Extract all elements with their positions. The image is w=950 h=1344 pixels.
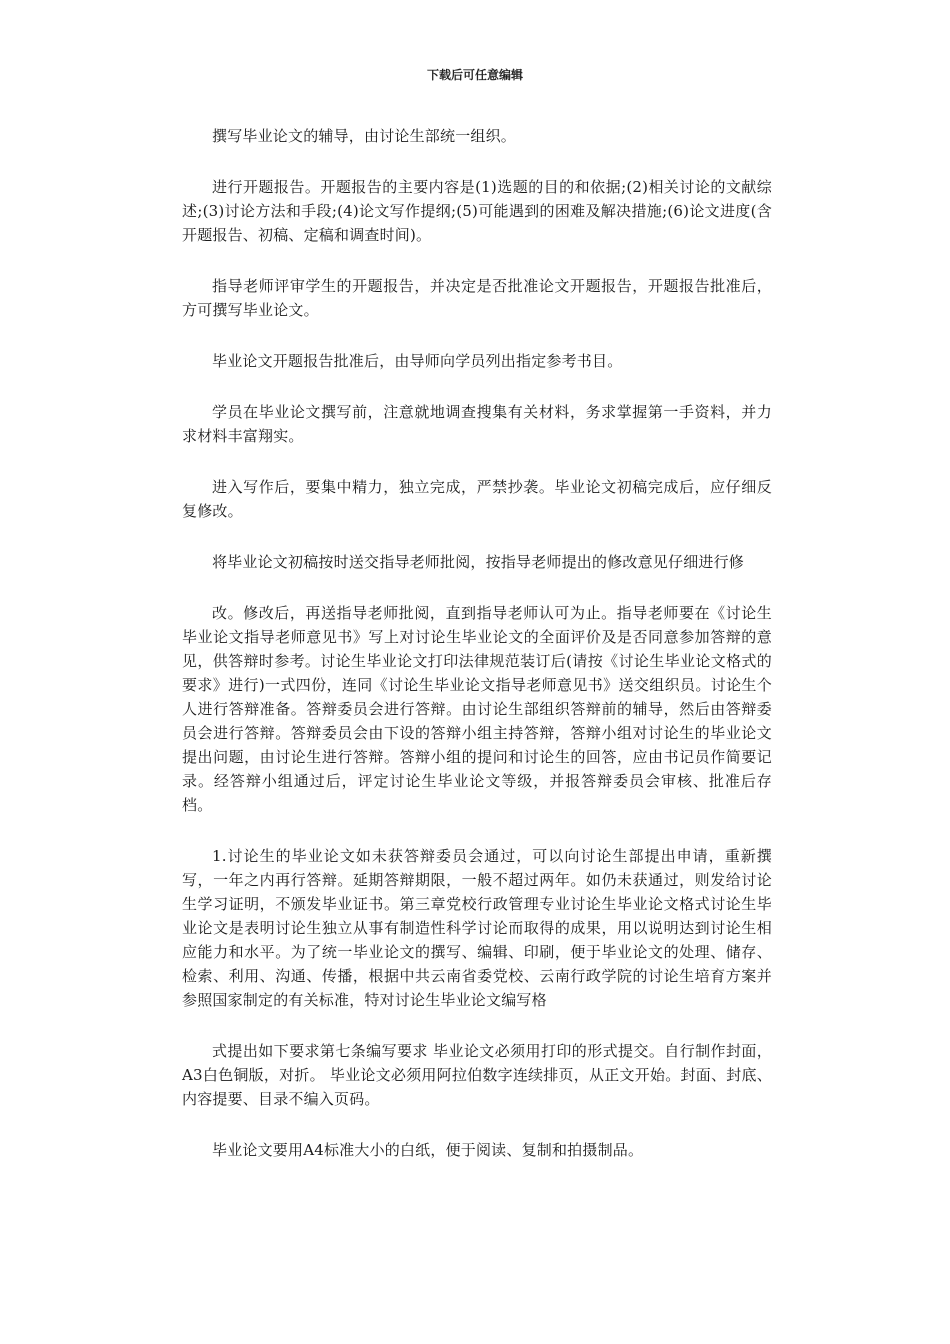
paragraph-10: 式提出如下要求第七条编写要求 毕业论文必须用打印的形式提交。自行制作封面，A3白色铜版，对折。 毕业论文必须用阿拉伯数字连续排页，从正文开始。封面、封底、内容提要、目录不编入页码。 xyxy=(182,1042,772,1108)
paragraph-5: 学员在毕业论文撰写前，注意就地调查搜集有关材料，务求掌握第一手资料，并力求材料丰富翔实。 xyxy=(182,403,772,445)
paragraph-11: 毕业论文要用A4标准大小的白纸，便于阅读、复制和拍摄制品。 xyxy=(212,1141,644,1159)
paragraph-6: 进入写作后，要集中精力，独立完成，严禁抄袭。毕业论文初稿完成后，应仔细反复修改。 xyxy=(182,478,772,520)
paragraph-2: 进行开题报告。开题报告的主要内容是(1)选题的目的和依据;(2)相关讨论的文献综述;(3)讨论方法和手段;(4)论文写作提纲;(5)可能遇到的困难及解决措施;(6)论文进度(含开题报告、初稿、定稿和调查时间)。 xyxy=(182,178,772,244)
paragraph-7: 将毕业论文初稿按时送交指导老师批阅，按指导老师提出的修改意见仔细进行修 xyxy=(212,553,745,571)
page-header: 下载后可任意编辑 xyxy=(426,68,523,82)
paragraph-1: 撰写毕业论文的辅导，由讨论生部统一组织。 xyxy=(212,127,517,145)
paragraph-9: 1.讨论生的毕业论文如未获答辩委员会通过，可以向讨论生部提出申请，重新撰写，一年之内再行答辩。延期答辩期限，一般不超过两年。如仍未获通过，则发给讨论生学习证明，不颁发毕业证书。第三章党校行政管理专业讨论生毕业论文格式讨论生毕业论文是表明讨论生独立从事有制造性科学讨论而取得的成果，用以说明达到讨论生相应能力和水平。为了统一毕业论文的撰写、编辑、印刷，便于毕业论文的处理、储存、检索、利用、沟通、传播，根据中共云南省委党校、云南行政学院的讨论生培育方案并参照国家制定的有关标准，特对讨论生毕业论文编写格 xyxy=(182,847,772,1009)
paragraph-4: 毕业论文开题报告批准后，由导师向学员列出指定参考书目。 xyxy=(212,352,623,370)
paragraph-8: 改。修改后，再送指导老师批阅，直到指导老师认可为止。指导老师要在《讨论生毕业论文指导老师意见书》写上对讨论生毕业论文的全面评价及是否同意参加答辩的意见，供答辩时参考。讨论生毕业论文打印法律规范装订后(请按《讨论生毕业论文格式的要求》进行)一式四份，连同《讨论生毕业论文指导老师意见书》送交组织员。讨论生个人进行答辩准备。答辩委员会进行答辩。由讨论生部组织答辩前的辅导，然后由答辩委员会进行答辩。答辩委员会由下设的答辩小组主持答辩，答辩小组对讨论生的毕业论文提出问题，由讨论生进行答辩。答辩小组的提问和讨论生的回答，应由书记员作简要记录。经答辩小组通过后，评定讨论生毕业论文等级，并报答辩委员会审核、批准后存档。 xyxy=(182,604,772,814)
document-body xyxy=(182,124,772,1189)
paragraph-3: 指导老师评审学生的开题报告，并决定是否批准论文开题报告，开题报告批准后，方可撰写毕业论文。 xyxy=(182,277,772,319)
